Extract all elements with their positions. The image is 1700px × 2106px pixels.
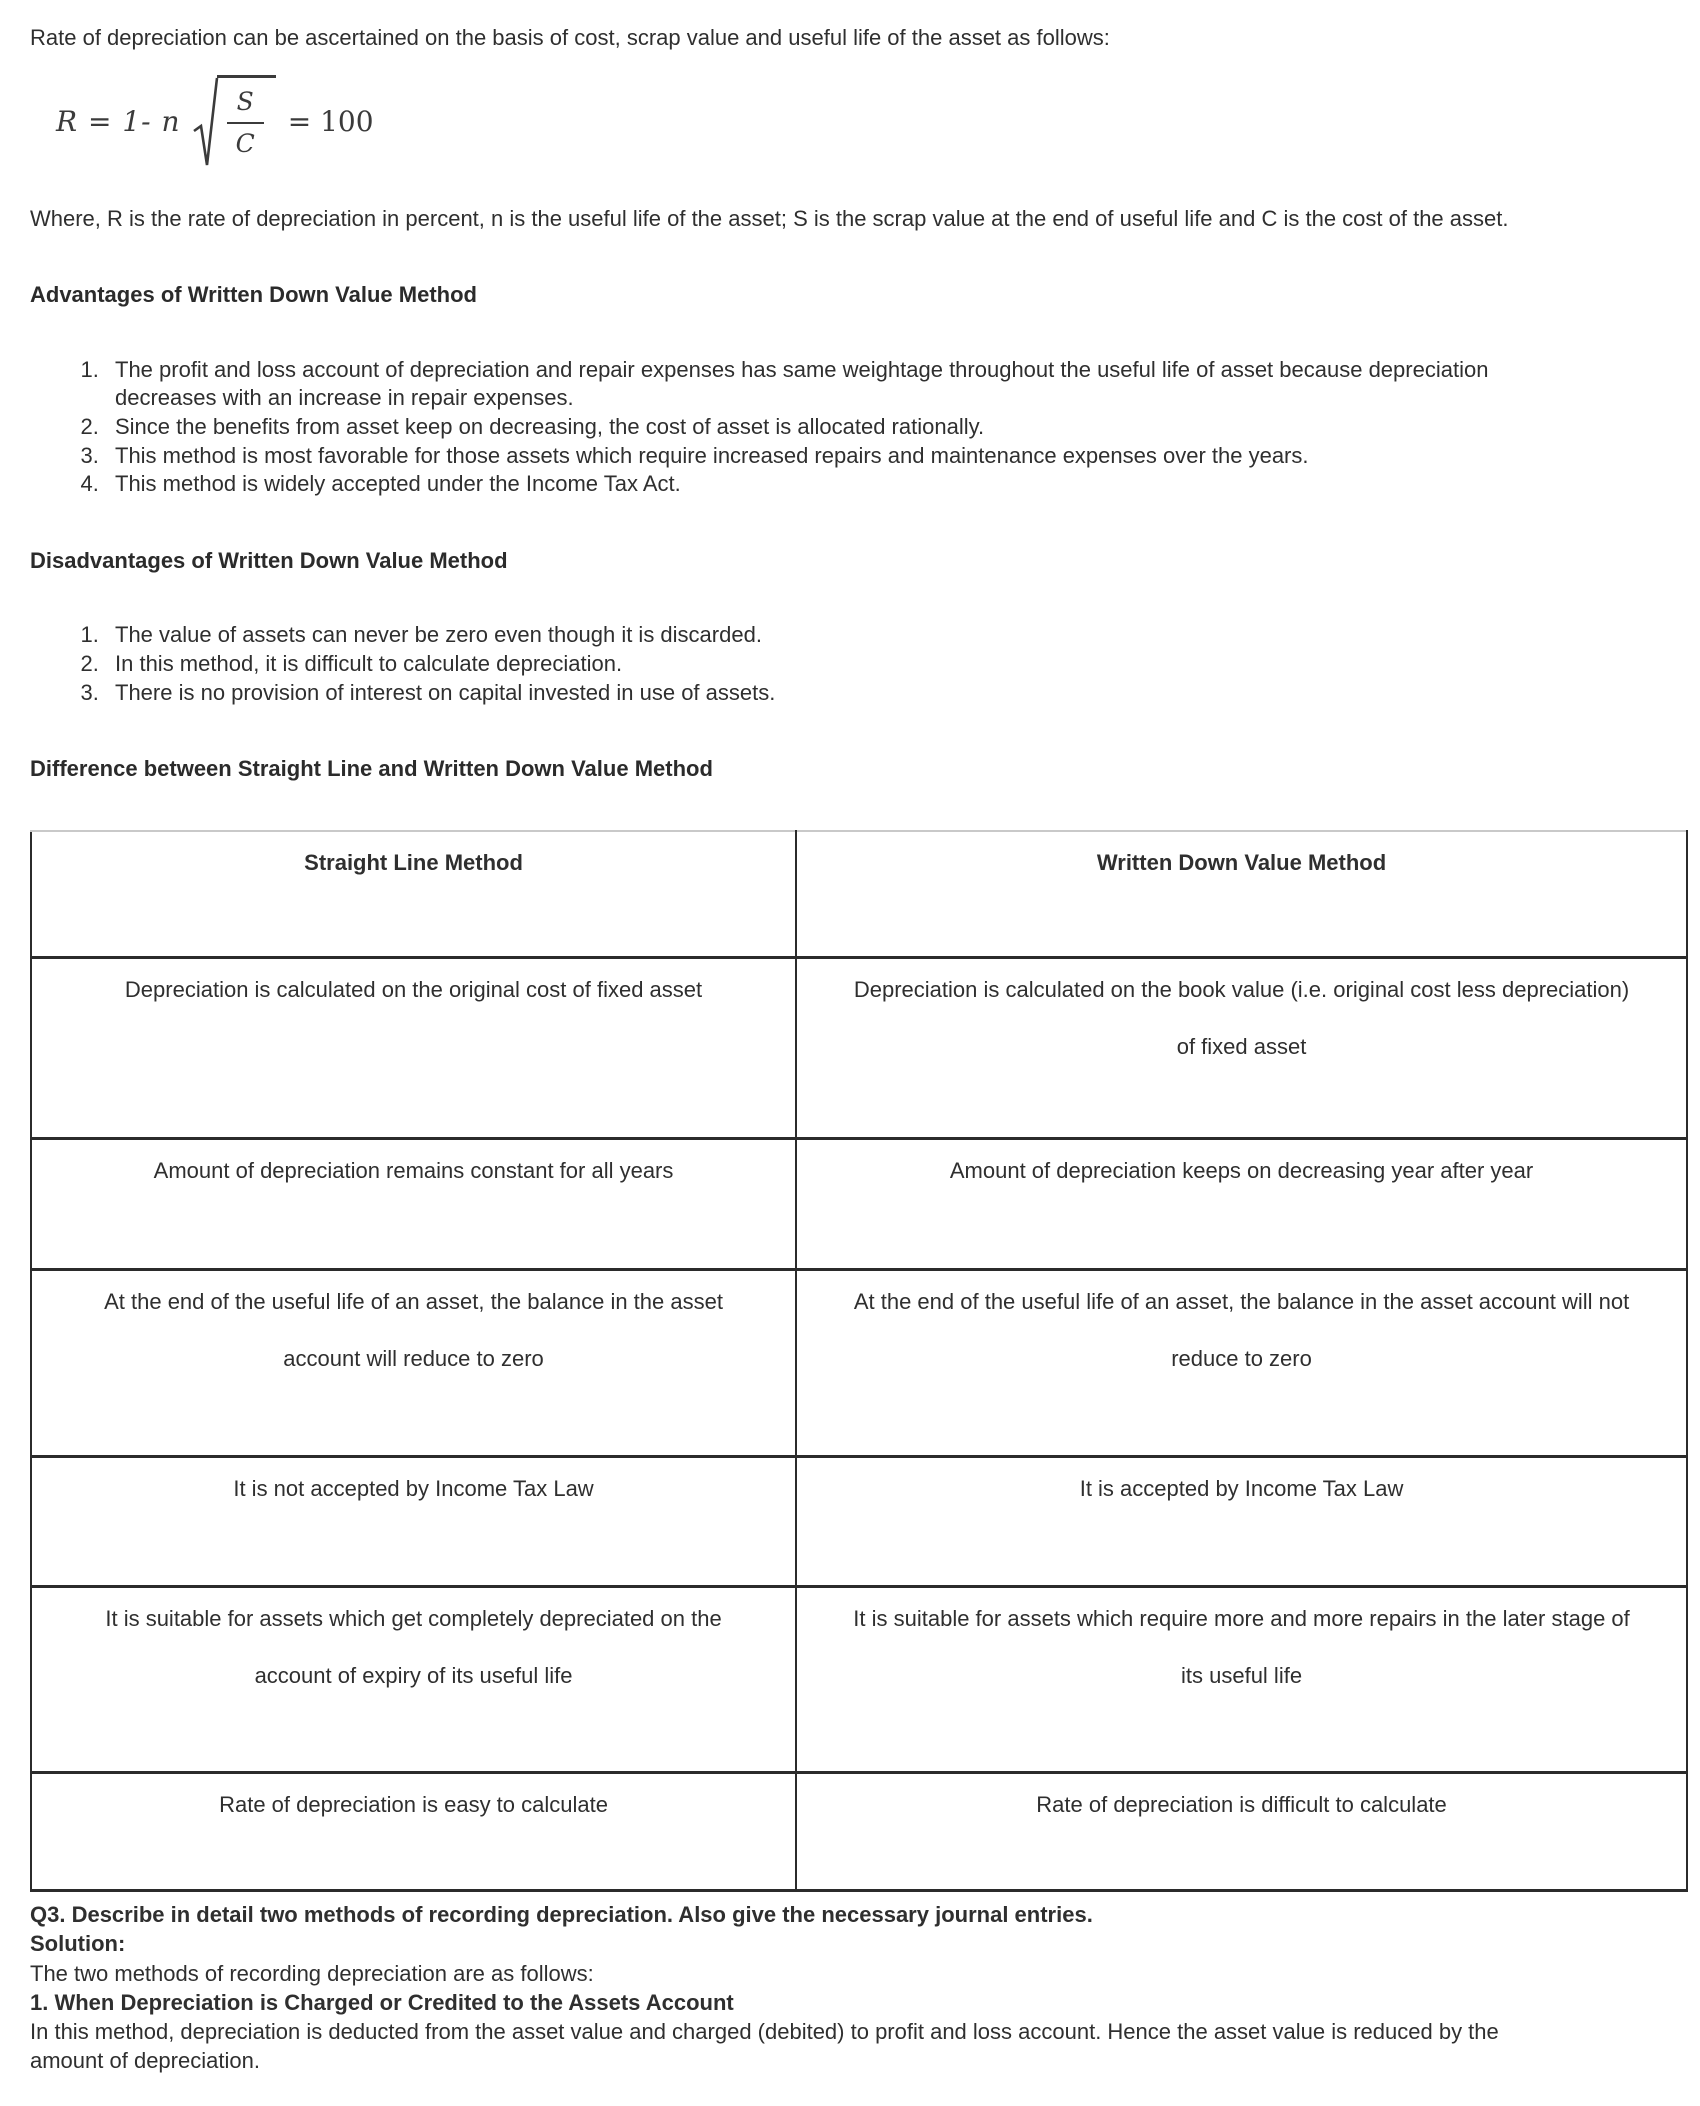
table-row bbox=[31, 958, 1687, 1139]
table-cell: It is accepted by Income Tax Law bbox=[796, 1457, 1687, 1587]
column-header-written-down: Written Down Value Method bbox=[796, 831, 1687, 958]
table-cell: Amount of depreciation remains constant for all years bbox=[31, 1139, 796, 1270]
table-cell: Amount of depreciation keeps on decreasing year after year bbox=[796, 1139, 1687, 1270]
table-row bbox=[31, 1773, 1687, 1891]
table-cell: Depreciation is calculated on the original cost of fixed asset bbox=[31, 958, 796, 1139]
list-item: 3. There is no provision of interest on capital invested in use of assets. bbox=[105, 679, 1520, 708]
q3-section bbox=[30, 1900, 1690, 2076]
solution-label: Solution: bbox=[30, 1931, 126, 1957]
table-header-row bbox=[31, 831, 1687, 958]
table-row bbox=[31, 1270, 1687, 1457]
advantages-list bbox=[30, 356, 1520, 499]
difference-heading: Difference between Straight Line and Written Down Value Method bbox=[30, 756, 713, 782]
disadvantages-heading: Disadvantages of Written Down Value Method bbox=[30, 547, 508, 573]
intro-paragraph: Rate of depreciation can be ascertained on the basis of cost, scrap value and useful life of the asset as follows: bbox=[30, 25, 1110, 50]
table-cell: It is suitable for assets which require more and more repairs in the later stage of its useful life bbox=[796, 1587, 1687, 1773]
table-row bbox=[31, 1139, 1687, 1270]
disadvantages-list bbox=[30, 621, 1520, 707]
column-header-straight-line: Straight Line Method bbox=[31, 831, 796, 958]
fraction bbox=[227, 86, 264, 161]
fraction-denominator: C bbox=[235, 129, 255, 159]
table-cell: Rate of depreciation is difficult to calculate bbox=[796, 1773, 1687, 1891]
table-cell: It is not accepted by Income Tax Law bbox=[31, 1457, 796, 1587]
list-item: 1. The value of assets can never be zero even though it is discarded. bbox=[105, 621, 1520, 650]
list-item: 4. This method is widely accepted under the Income Tax Act. bbox=[105, 470, 1520, 499]
depreciation-rate-formula bbox=[56, 67, 1690, 179]
square-root bbox=[193, 75, 276, 171]
list-item: 2. In this method, it is difficult to calculate depreciation. bbox=[105, 650, 1520, 679]
radical-sign-icon bbox=[193, 75, 219, 171]
table-cell: At the end of the useful life of an asset, the balance in the asset account will not reduce to zero bbox=[796, 1270, 1687, 1457]
list-item: 2. Since the benefits from asset keep on decreasing, the cost of asset is allocated rationally. bbox=[105, 413, 1520, 442]
method1-heading: 1. When Depreciation is Charged or Credited to the Assets Account bbox=[30, 1989, 734, 2015]
list-item: 1. The profit and loss account of depreciation and repair expenses has same weightage throughout the useful life of asset because depreciation decreases with an increase in repair expenses. bbox=[105, 356, 1520, 413]
radicand bbox=[217, 75, 276, 161]
advantages-heading: Advantages of Written Down Value Method bbox=[30, 282, 477, 308]
table-cell: Depreciation is calculated on the book value (i.e. original cost less depreciation) of fixed asset bbox=[796, 958, 1687, 1139]
where-paragraph: Where, R is the rate of depreciation in percent, n is the useful life of the asset; S is the scrap value at the end of useful life and C is the cost of the asset. bbox=[30, 205, 1509, 231]
list-item: 3. This method is most favorable for those assets which require increased repairs and maintenance expenses over the years. bbox=[105, 442, 1520, 471]
fraction-numerator: S bbox=[227, 86, 264, 125]
table-cell: Rate of depreciation is easy to calculate bbox=[31, 1773, 796, 1891]
q3-question: Q3. Describe in detail two methods of recording depreciation. Also give the necessary journal entries. bbox=[30, 1902, 1093, 1928]
solution-intro: The two methods of recording depreciation are as follows: bbox=[30, 1960, 594, 1986]
table-cell: At the end of the useful life of an asset, the balance in the asset account will reduce to zero bbox=[31, 1270, 796, 1457]
formula-prefix: R = 1- n bbox=[56, 105, 181, 139]
table-row bbox=[31, 1457, 1687, 1587]
method1-text: In this method, depreciation is deducted from the asset value and charged (debited) to profit and loss account. Hence the asset value is reduced by the amount of depreciation. bbox=[30, 2019, 1499, 2074]
comparison-table bbox=[30, 830, 1688, 1893]
table-cell: It is suitable for assets which get completely depreciated on the account of expiry of its useful life bbox=[31, 1587, 796, 1773]
formula-suffix: = 100 bbox=[287, 105, 374, 139]
table-row bbox=[31, 1587, 1687, 1773]
